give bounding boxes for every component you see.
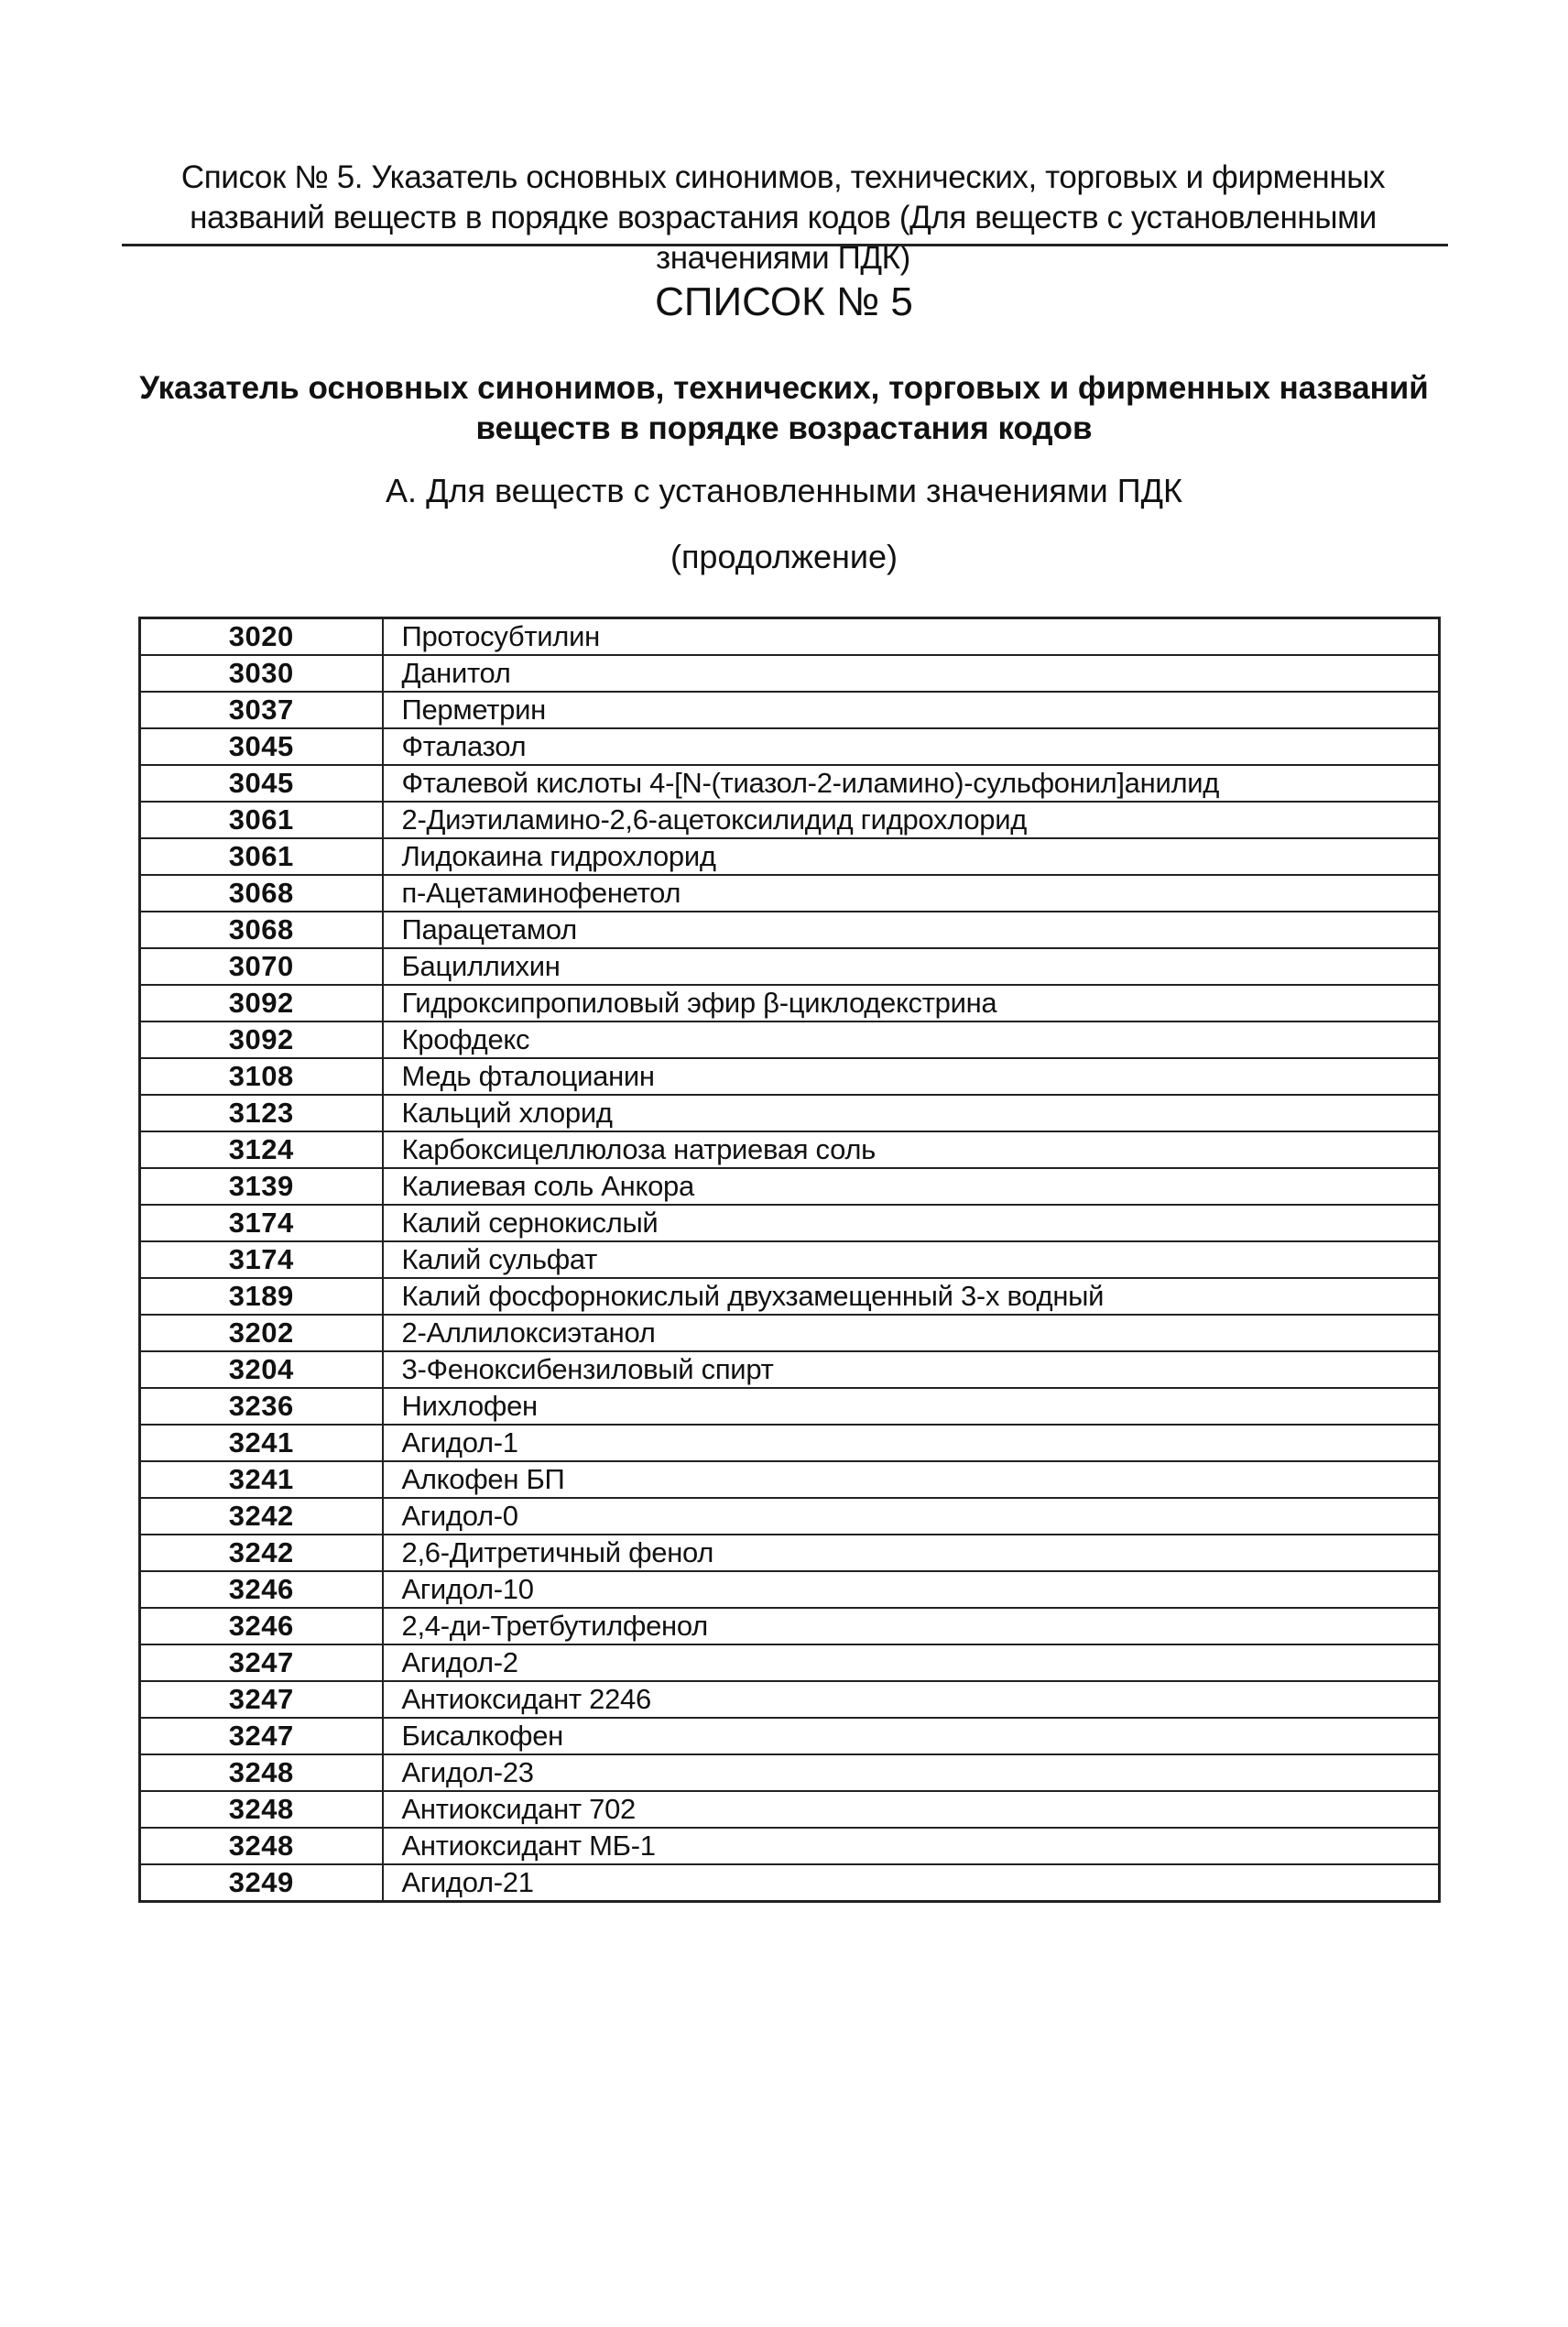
substance-code: 3246	[140, 1571, 383, 1608]
running-header: Список № 5. Указатель основных синонимов, технических, торговых и фирменных названий веществ в порядке возрастания кодов (Для веществ с установленными значениями ПДК)	[180, 159, 1386, 276]
substance-name: Медь фталоцианин	[383, 1058, 1440, 1095]
substance-name: Калий сульфат	[383, 1241, 1440, 1278]
substance-name: Перметрин	[383, 692, 1440, 728]
substance-code: 3247	[140, 1681, 383, 1718]
substance-code: 3092	[140, 985, 383, 1021]
substance-code: 3174	[140, 1241, 383, 1278]
table-row	[140, 1864, 1440, 1902]
substance-name: 2,6-Дитретичный фенол	[383, 1535, 1440, 1571]
substance-name: Парацетамол	[383, 912, 1440, 948]
table-row	[140, 1058, 1440, 1095]
substance-code: 3139	[140, 1168, 383, 1205]
substance-code: 3247	[140, 1718, 383, 1754]
substance-name: 3-Феноксибензиловый спирт	[383, 1351, 1440, 1388]
table-row	[140, 692, 1440, 728]
substance-name: Агидол-1	[383, 1425, 1440, 1461]
table-row	[140, 912, 1440, 948]
section-label: А. Для веществ с установленными значениями ПДК	[386, 472, 1182, 509]
table-row	[140, 1095, 1440, 1131]
substance-code: 3241	[140, 1425, 383, 1461]
substance-code: 3248	[140, 1828, 383, 1864]
substance-code: 3242	[140, 1535, 383, 1571]
table-row	[140, 1754, 1440, 1791]
table-row	[140, 1608, 1440, 1644]
table-row	[140, 1278, 1440, 1315]
table-row	[140, 1791, 1440, 1828]
codes-table-body	[140, 618, 1440, 1902]
substance-name: Калиевая соль Анкора	[383, 1168, 1440, 1205]
substance-name: Алкофен БП	[383, 1461, 1440, 1498]
substance-name: Антиоксидант 702	[383, 1791, 1440, 1828]
substance-name: Агидол-2	[383, 1644, 1440, 1681]
substance-name: Бисалкофен	[383, 1718, 1440, 1754]
substance-name: Лидокаина гидрохлорид	[383, 838, 1440, 875]
substance-code: 3174	[140, 1205, 383, 1241]
table-row	[140, 655, 1440, 692]
table-row	[140, 1351, 1440, 1388]
substance-code: 3092	[140, 1021, 383, 1058]
substance-name: Гидроксипропиловый эфир β-циклодекстрина	[383, 985, 1440, 1021]
page-subtitle: Указатель основных синонимов, технических, торговых и фирменных названий веществ в порядке возрастания кодов	[139, 370, 1429, 446]
table-row	[140, 1315, 1440, 1351]
substance-code: 3248	[140, 1754, 383, 1791]
substance-name: Агидол-0	[383, 1498, 1440, 1535]
table-row	[140, 1241, 1440, 1278]
substance-code: 3246	[140, 1608, 383, 1644]
substance-code: 3045	[140, 728, 383, 765]
substance-name: Калий фосфорнокислый двухзамещенный 3-х водный	[383, 1278, 1440, 1315]
substance-name: Крофдекс	[383, 1021, 1440, 1058]
page-title: СПИСОК № 5	[655, 279, 913, 324]
table-row	[140, 802, 1440, 838]
table-row	[140, 1461, 1440, 1498]
substance-name: п-Ацетаминофенетол	[383, 875, 1440, 912]
substance-code: 3247	[140, 1644, 383, 1681]
codes-table	[138, 617, 1441, 1903]
table-row	[140, 728, 1440, 765]
table-row	[140, 1388, 1440, 1425]
table-row	[140, 1535, 1440, 1571]
substance-code: 3045	[140, 765, 383, 802]
table-row	[140, 1571, 1440, 1608]
substance-name: Данитол	[383, 655, 1440, 692]
substance-code: 3124	[140, 1131, 383, 1168]
table-row	[140, 1498, 1440, 1535]
substance-name: Агидол-10	[383, 1571, 1440, 1608]
substance-name: 2-Диэтиламино-2,6-ацетоксилидид гидрохлорид	[383, 802, 1440, 838]
continuation-note: (продолжение)	[670, 538, 898, 575]
table-row	[140, 1681, 1440, 1718]
substance-code: 3061	[140, 802, 383, 838]
substance-code: 3108	[140, 1058, 383, 1095]
substance-code: 3249	[140, 1864, 383, 1902]
table-row	[140, 875, 1440, 912]
substance-name: Агидол-23	[383, 1754, 1440, 1791]
substance-code: 3020	[140, 618, 383, 656]
table-row	[140, 985, 1440, 1021]
substance-name: Калий сернокислый	[383, 1205, 1440, 1241]
table-row	[140, 1168, 1440, 1205]
substance-name: 2-Аллилоксиэтанол	[383, 1315, 1440, 1351]
substance-code: 3068	[140, 912, 383, 948]
table-row	[140, 1718, 1440, 1754]
substance-code: 3204	[140, 1351, 383, 1388]
substance-name: Нихлофен	[383, 1388, 1440, 1425]
table-row	[140, 1131, 1440, 1168]
substance-code: 3068	[140, 875, 383, 912]
substance-code: 3242	[140, 1498, 383, 1535]
substance-code: 3061	[140, 838, 383, 875]
substance-name: Фталевой кислоты 4-[N-(тиазол-2-иламино)-сульфонил]анилид	[383, 765, 1440, 802]
table-row	[140, 1205, 1440, 1241]
substance-name: Бациллихин	[383, 948, 1440, 985]
substance-name: Антиоксидант 2246	[383, 1681, 1440, 1718]
header-divider	[122, 244, 1448, 246]
substance-name: Кальций хлорид	[383, 1095, 1440, 1131]
table-row	[140, 948, 1440, 985]
substance-code: 3030	[140, 655, 383, 692]
table-row	[140, 618, 1440, 656]
substance-code: 3248	[140, 1791, 383, 1828]
substance-name: 2,4-ди-Третбутилфенол	[383, 1608, 1440, 1644]
substance-code: 3070	[140, 948, 383, 985]
table-row	[140, 1425, 1440, 1461]
substance-name: Антиоксидант МБ-1	[383, 1828, 1440, 1864]
substance-name: Агидол-21	[383, 1864, 1440, 1902]
substance-name: Фталазол	[383, 728, 1440, 765]
substance-code: 3123	[140, 1095, 383, 1131]
substance-code: 3189	[140, 1278, 383, 1315]
table-row	[140, 1644, 1440, 1681]
table-row	[140, 838, 1440, 875]
substance-name: Протосубтилин	[383, 618, 1440, 656]
substance-name: Карбоксицеллюлоза натриевая соль	[383, 1131, 1440, 1168]
substance-code: 3202	[140, 1315, 383, 1351]
table-row	[140, 1021, 1440, 1058]
substance-code: 3037	[140, 692, 383, 728]
table-row	[140, 765, 1440, 802]
substance-code: 3236	[140, 1388, 383, 1425]
table-row	[140, 1828, 1440, 1864]
substance-code: 3241	[140, 1461, 383, 1498]
